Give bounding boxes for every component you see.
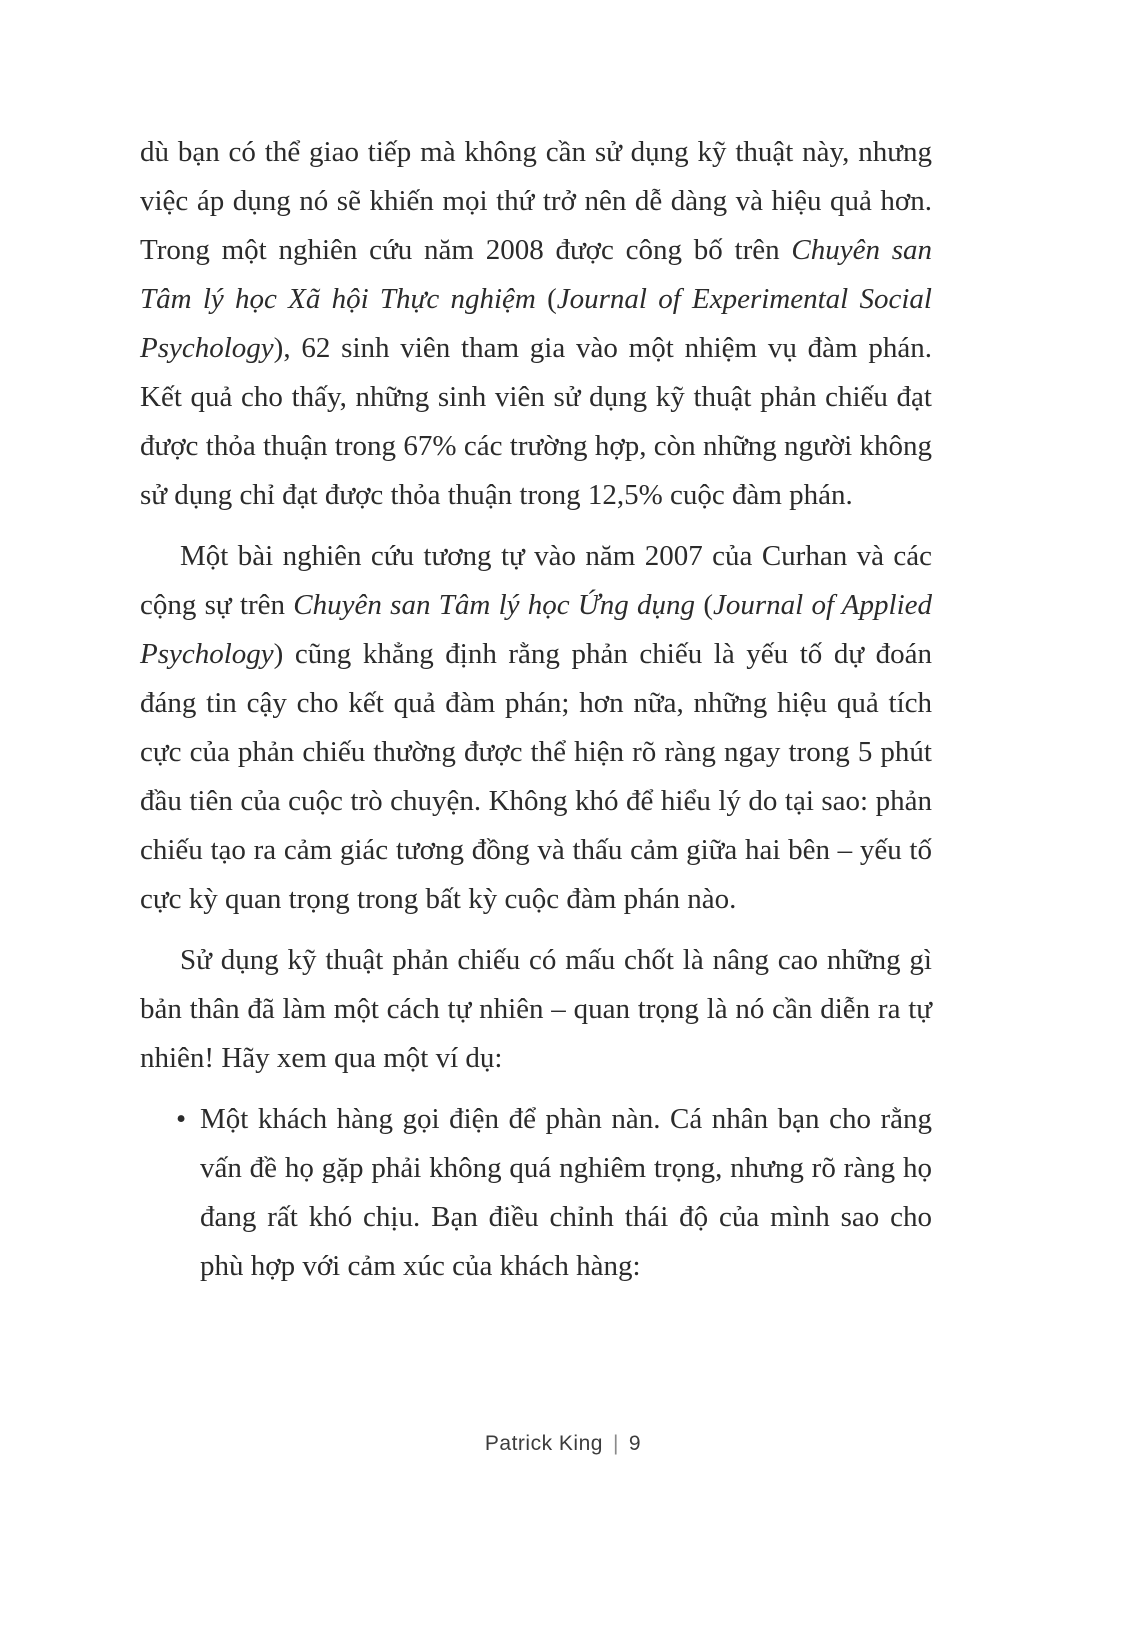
page-body: [140, 128, 932, 1291]
paragraph-3: Sử dụng kỹ thuật phản chiếu có mấu chốt là nâng cao những gì bản thân đã làm một cách tự nhiên – quan trọng là nó cần diễn ra tự nhiên! Hãy xem qua một ví dụ:: [140, 944, 932, 1074]
bullet-item: [140, 1095, 932, 1291]
example-bullet-list: [140, 1095, 932, 1291]
page-footer: [0, 1432, 1126, 1456]
paragraph-1: dù bạn có thể giao tiếp mà không cần sử dụng kỹ thuật này, nhưng việc áp dụng nó sẽ khiến mọi thứ trở nên dễ dàng và hiệu quả hơn. Trong một nghiên cứu năm 2008 được công bố trên Chuyên san Tâm lý học Xã hội Thực nghiệm (Journal of Experimental Social Psychology), 62 sinh viên tham gia vào một nhiệm vụ đàm phán. Kết quả cho thấy, những sinh viên sử dụng kỹ thuật phản chiếu đạt được thỏa thuận trong 67% các trường hợp, còn những người không sử dụng chỉ đạt được thỏa thuận trong 12,5% cuộc đàm phán.: [140, 136, 933, 511]
paragraph-2: Một bài nghiên cứu tương tự vào năm 2007 của Curhan và các cộng sự trên Chuyên san Tâm lý học Ứng dụng (Journal of Applied Psychology) cũng khẳng định rằng phản chiếu là yếu tố dự đoán đáng tin cậy cho kết quả đàm phán; hơn nữa, những hiệu quả tích cực của phản chiếu thường được thể hiện rõ ràng ngay trong 5 phút đầu tiên của cuộc trò chuyện. Không khó để hiểu lý do tại sao: phản chiếu tạo ra cảm giác tương đồng và thấu cảm giữa hai bên – yếu tố cực kỳ quan trọng trong bất kỳ cuộc đàm phán nào.: [140, 540, 932, 915]
footer-page-number: 9: [628, 1432, 642, 1455]
bullet-text: Một khách hàng gọi điện để phàn nàn. Cá nhân bạn cho rằng vấn đề họ gặp phải không quá nghiêm trọng, nhưng rõ ràng họ đang rất khó chịu. Bạn điều chỉnh thái độ của mình sao cho phù hợp với cảm xúc của khách hàng:: [200, 1103, 932, 1282]
footer-author: Patrick King: [484, 1432, 603, 1455]
footer-separator: |: [612, 1432, 619, 1455]
bullet-marker: •: [176, 1103, 187, 1135]
